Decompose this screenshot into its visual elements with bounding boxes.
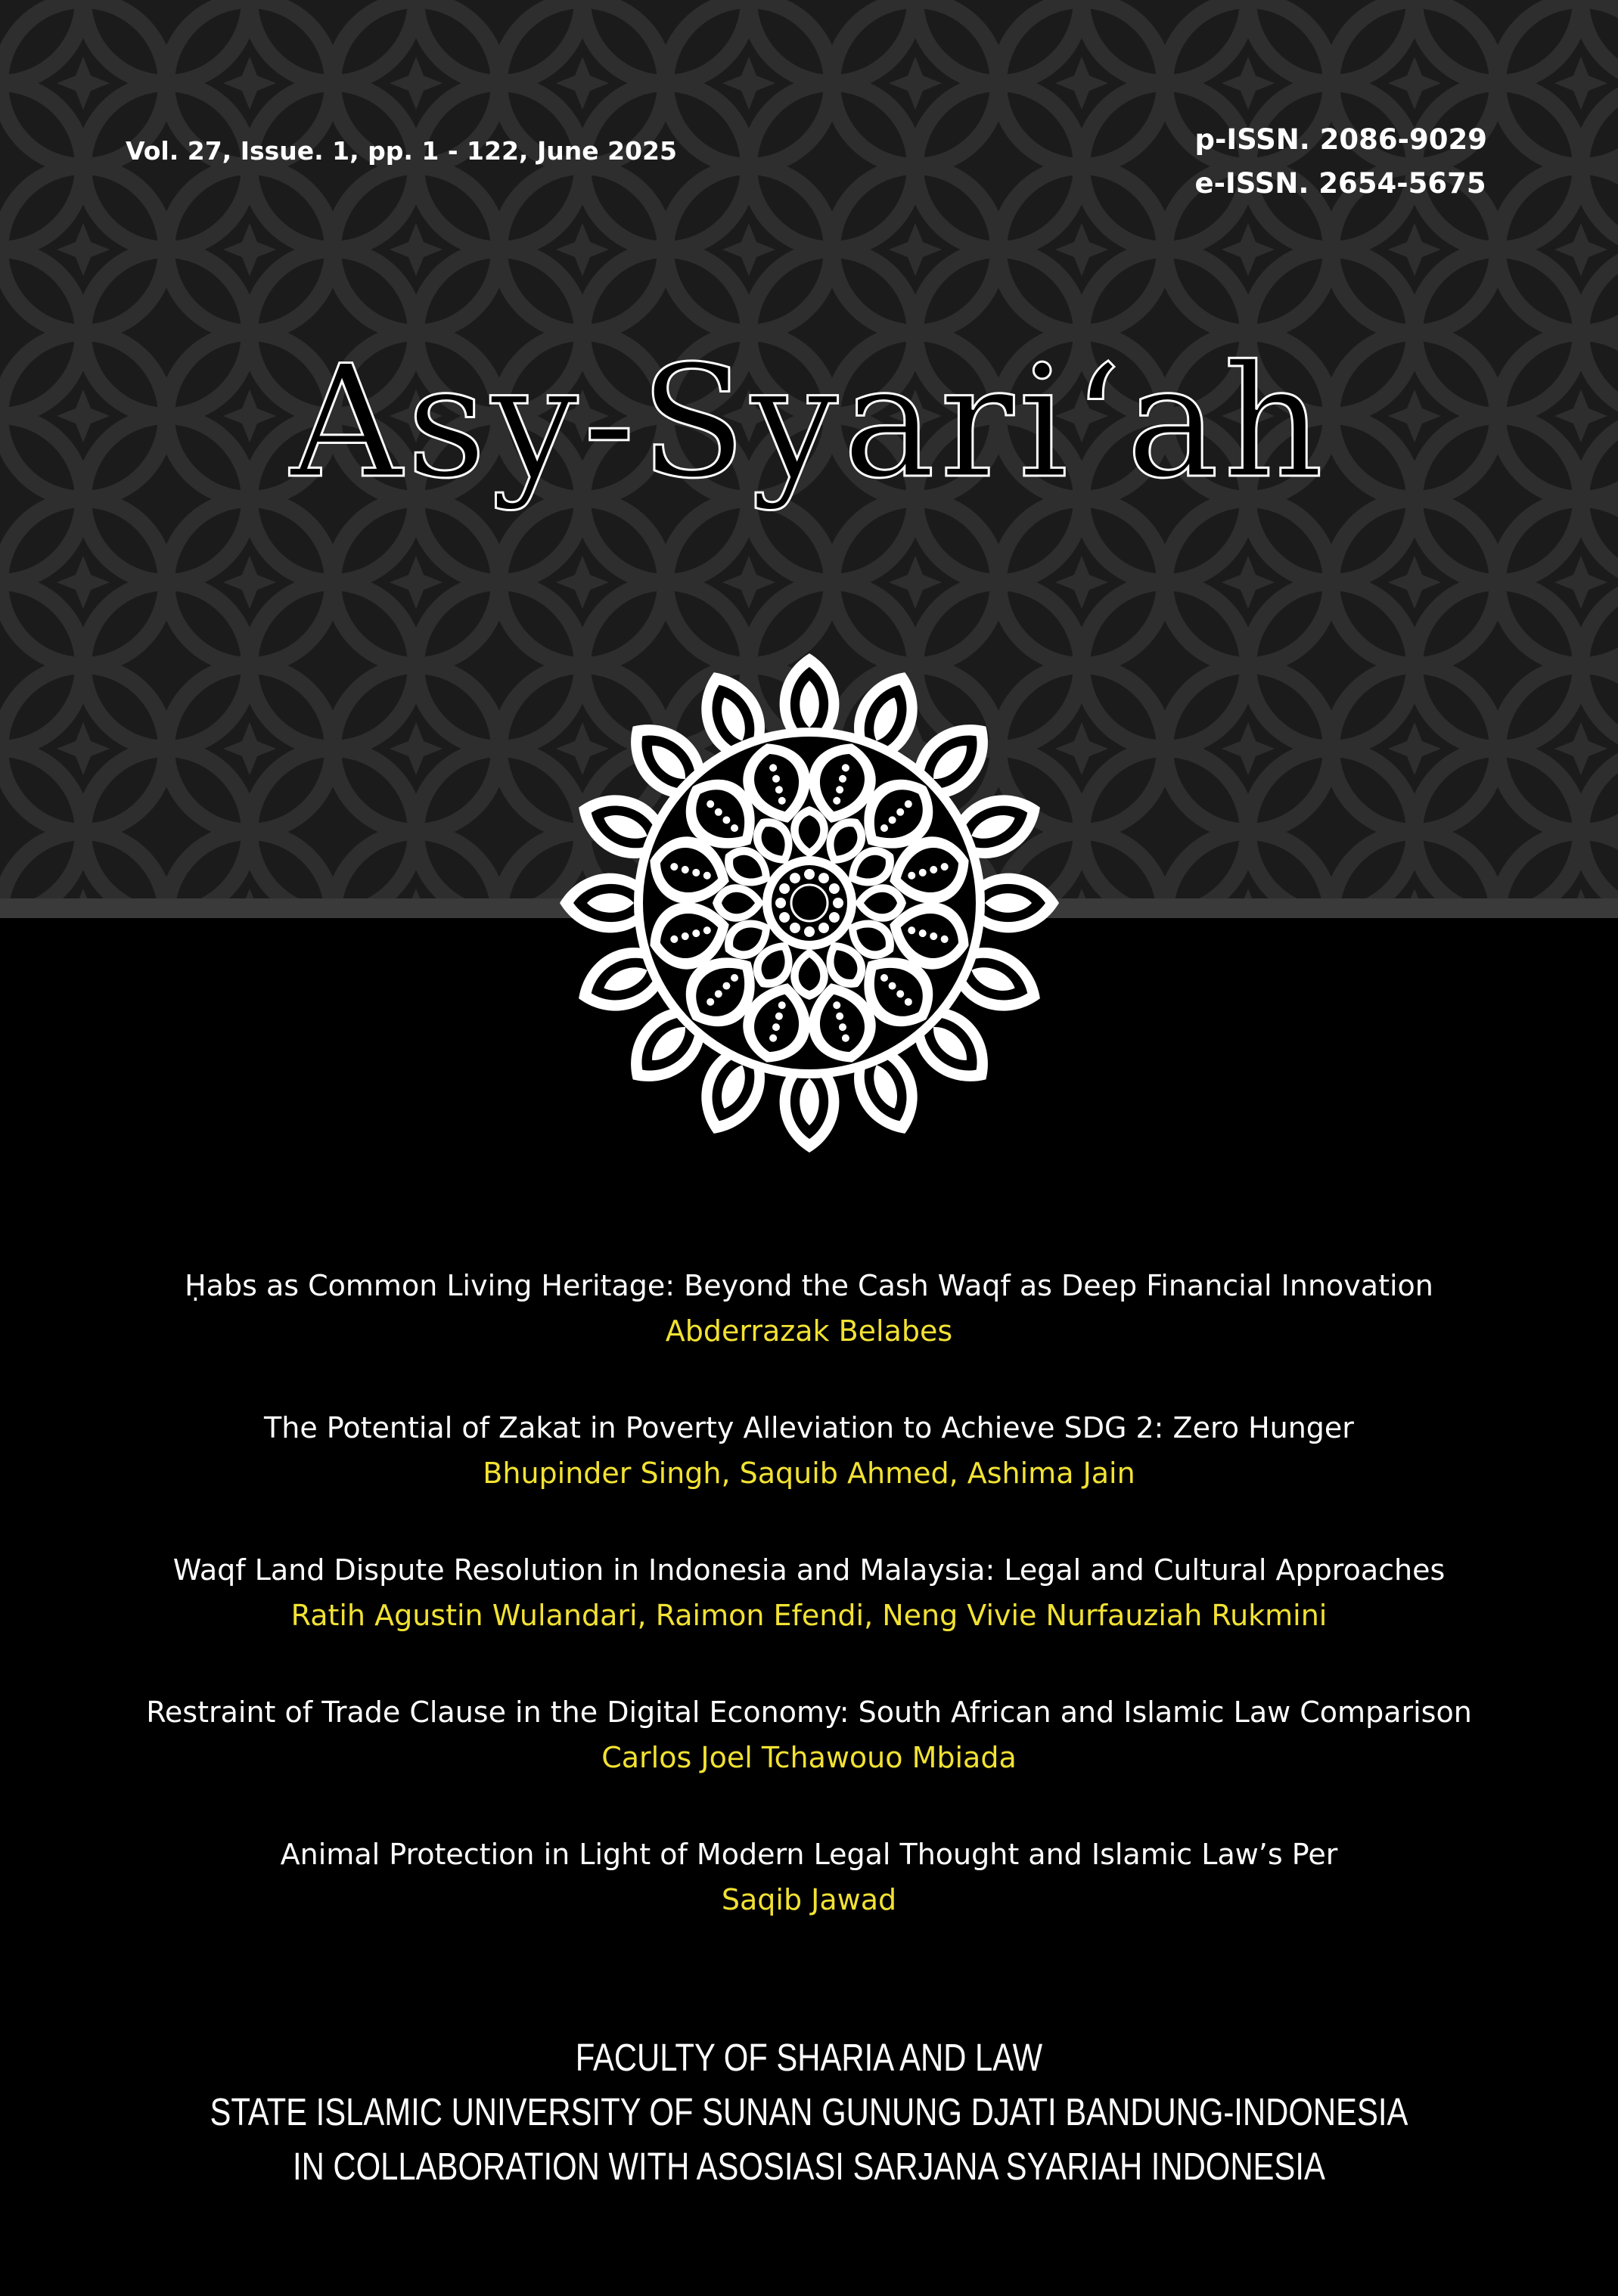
article-title: Waqf Land Dispute Resolution in Indonesia and Malaysia: Legal and Cultural Approaches: [172, 1553, 1446, 1587]
electronic-issn: e-ISSN. 2654-5675: [1194, 167, 1486, 200]
volume-issue-line: Vol. 27, Issue. 1, pp. 1 - 122, June 2025: [126, 136, 677, 166]
article-title: The Potential of Zakat in Poverty Alleviation to Achieve SDG 2: Zero Hunger: [264, 1411, 1354, 1444]
journal-title: Asy-Syari‘ah: [290, 333, 1328, 513]
article-list: [0, 1263, 1618, 1974]
article-authors: Bhupinder Singh, Saquib Ahmed, Ashima Jain: [483, 1457, 1135, 1490]
article-authors: Carlos Joel Tchawouo Mbiada: [601, 1741, 1017, 1774]
article-entry: [0, 1405, 1618, 1496]
article-entry: [0, 1832, 1618, 1922]
publisher-block: [145, 2031, 1472, 2194]
article-title: Ḥabs as Common Living Heritage: Beyond the Cash Waqf as Deep Financial Innovation: [185, 1269, 1433, 1302]
article-authors: Ratih Agustin Wulandari, Raimon Efendi, Neng Vivie Nurfauziah Rukmini: [290, 1599, 1328, 1632]
article-entry: [0, 1689, 1618, 1780]
mandala-icon: [551, 645, 1067, 1161]
print-issn: p-ISSN. 2086-9029: [1194, 123, 1487, 156]
publisher-university: STATE ISLAMIC UNIVERSITY OF SUNAN GUNUNG DJATI BANDUNG-INDONESIA: [210, 2090, 1408, 2133]
publisher-collaboration: IN COLLABORATION WITH ASOSIASI SARJANA SYARIAH INDONESIA: [292, 2145, 1325, 2188]
article-entry: [0, 1263, 1618, 1354]
article-authors: Abderrazak Belabes: [665, 1314, 953, 1348]
article-title: Restraint of Trade Clause in the Digital Economy: South African and Islamic Law Comparison: [146, 1696, 1472, 1729]
issn-block: [1195, 118, 1487, 206]
publisher-faculty: FACULTY OF SHARIA AND LAW: [575, 2036, 1043, 2079]
article-entry: [0, 1547, 1618, 1638]
article-title: Animal Protection in Light of Modern Legal Thought and Islamic Law’s Per: [280, 1838, 1338, 1871]
article-authors: Saqib Jawad: [721, 1883, 897, 1916]
